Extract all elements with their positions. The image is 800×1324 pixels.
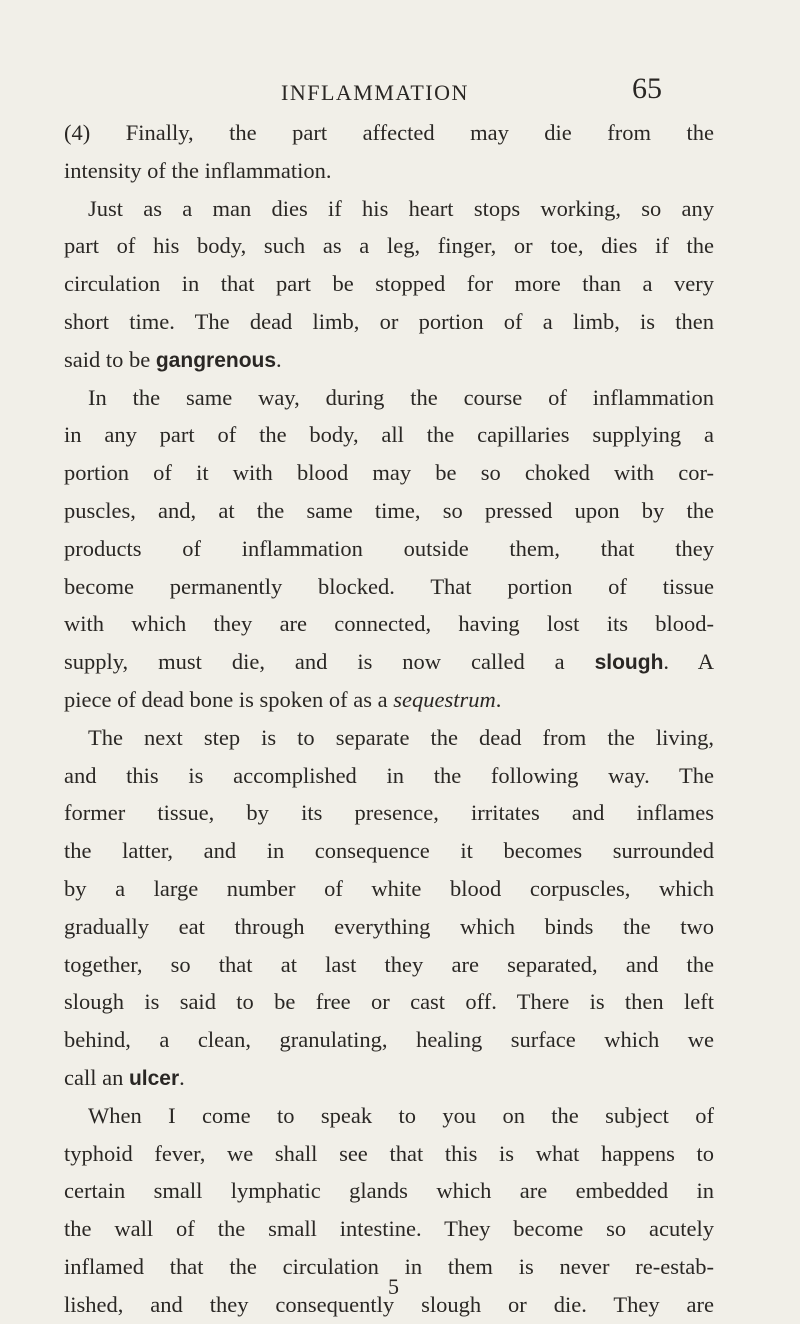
text-line: by a large number of white blood corpuscles, which [64, 875, 714, 901]
text-line: gradually eat through everything which binds the two [64, 913, 714, 939]
text-line: puscles, and, at the same time, so pressed upon by the [64, 497, 714, 523]
text-line: behind, a clean, granulating, healing surface which we [64, 1027, 714, 1053]
text-line: part of his body, such as a leg, finger, or toe, dies if the [64, 233, 714, 259]
text-line: the latter, and in consequence it becomes surrounded [64, 838, 714, 864]
text-line: circulation in that part be stopped for more than a very [64, 271, 714, 297]
signature-mark: 5 [388, 1274, 399, 1299]
term-slough: slough [594, 651, 664, 675]
text-line: supply, must die, and is now called a slough. A [64, 649, 715, 675]
text-line: products of inflammation outside them, that they [64, 535, 714, 561]
text-line: typhoid fever, we shall see that this is what happens to [64, 1140, 714, 1166]
term-gangrenous: gangrenous [155, 348, 277, 372]
text-line: certain small lymphatic glands which are embedded in [64, 1178, 714, 1204]
text-line: with which they are connected, having lost its blood- [64, 611, 714, 637]
text-line: together, so that at last they are separated, and the [64, 951, 714, 977]
text-line: lished, and they consequently slough or die. They are [64, 1291, 714, 1317]
text-line: portion of it with blood may be so choked with cor- [64, 460, 714, 486]
text-line: intensity of the inflammation. [64, 157, 332, 183]
text-line: slough is said to be free or cast off. There is then left [64, 989, 714, 1015]
text-line: and this is accomplished in the following way. The [64, 762, 714, 788]
text-line: in any part of the body, all the capillaries supplying a [64, 422, 714, 448]
text-line: said to be gangrenous. [64, 346, 282, 372]
text-line: The next step is to separate the dead from the living, [88, 724, 714, 750]
running-title: INFLAMMATION [281, 80, 469, 105]
text-line: Just as a man dies if his heart stops working, so any [88, 195, 714, 221]
term-ulcer: ulcer [128, 1066, 180, 1090]
text-line: short time. The dead limb, or portion of a limb, is then [64, 308, 714, 334]
term-sequestrum: sequestrum [393, 686, 496, 712]
text-line: former tissue, by its presence, irritates and inflames [64, 800, 714, 826]
text-line: When I come to speak to you on the subject of [88, 1102, 714, 1128]
text-line: call an ulcer. [64, 1064, 185, 1090]
page-number: 65 [632, 72, 662, 105]
text-line: (4) Finally, the part affected may die from the [64, 120, 714, 145]
text-line: inflamed that the circulation in them is never re-estab- [64, 1253, 714, 1279]
body-text [64, 114, 714, 1324]
text-line: In the same way, during the course of inflammation [88, 384, 714, 410]
text-line: piece of dead bone is spoken of as a sequestrum. [64, 686, 502, 712]
text-line: the wall of the small intestine. They become so acutely [64, 1216, 714, 1242]
running-head [0, 72, 800, 118]
text-line: become permanently blocked. That portion of tissue [64, 573, 714, 599]
